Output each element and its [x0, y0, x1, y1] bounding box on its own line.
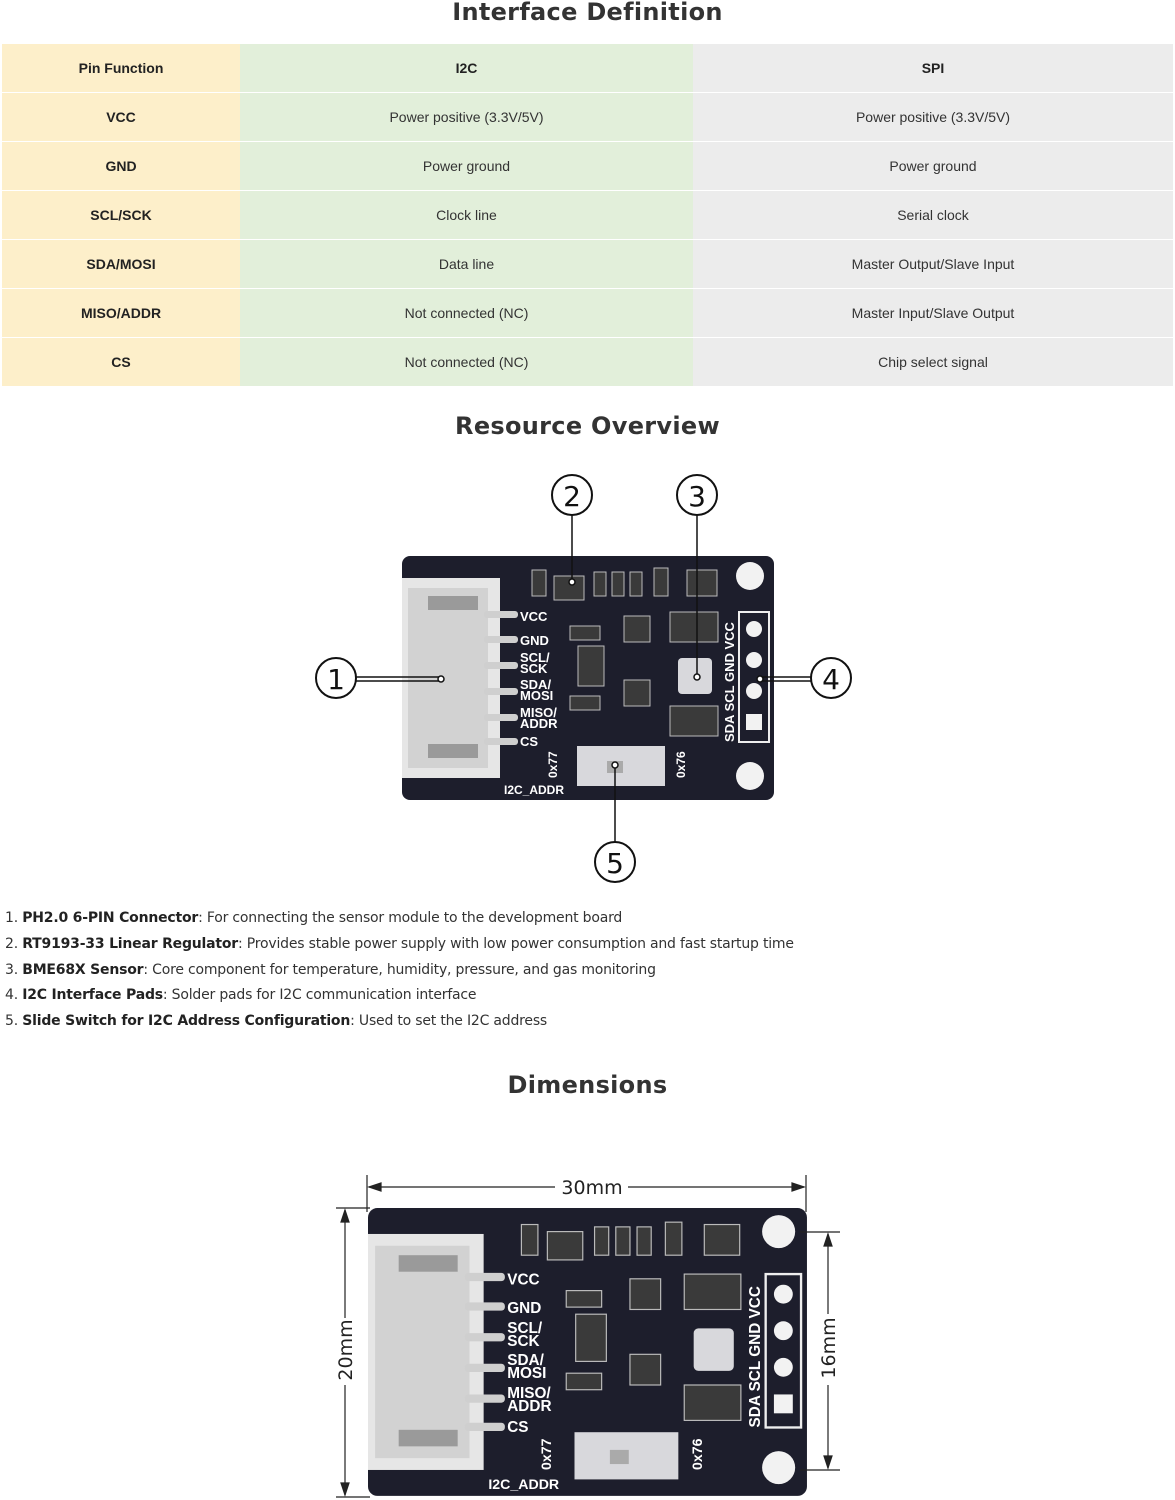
addr-right-label: 0x76 — [674, 751, 688, 778]
cell: Power positive (3.3V/5V) — [693, 93, 1173, 142]
callout-5: 5 — [606, 847, 624, 880]
item-desc: : Used to set the I2C address — [350, 1013, 548, 1030]
cell: Power ground — [240, 142, 693, 191]
cell: VCC — [2, 93, 240, 142]
item-desc: : For connecting the sensor module to the development board — [198, 910, 623, 926]
header-pin-function: Pin Function — [2, 44, 240, 93]
item-number: 2. — [5, 935, 18, 952]
cell: Not connected (NC) — [240, 337, 693, 386]
pin-label-addr: ADDR — [520, 716, 558, 731]
item-desc: : Core component for temperature, humidity, pressure, and gas monitoring — [143, 961, 656, 978]
list-item — [5, 1013, 794, 1039]
item-desc: : Provides stable power supply with low power consumption and fast startup time — [238, 935, 794, 952]
item-name: BME68X Sensor — [22, 961, 144, 978]
cell: Data line — [240, 240, 693, 289]
item-number: 4. — [5, 987, 18, 1004]
pin-label-miso: MISO/ — [520, 705, 557, 720]
dimension-width: 30mm — [561, 1177, 623, 1199]
item-number: 5. — [5, 1013, 18, 1030]
list-item — [5, 962, 794, 988]
board-dimension-view — [368, 1208, 807, 1496]
list-item — [5, 936, 794, 962]
pin-label-cs: CS — [520, 734, 539, 749]
interface-title: Interface Definition — [452, 0, 723, 26]
callout-2: 2 — [563, 480, 581, 513]
switch-label: I2C_ADDR — [504, 783, 565, 797]
callout-4: 4 — [822, 663, 840, 696]
pin-label-sck: SCK — [520, 661, 548, 676]
callout-3: 3 — [688, 480, 706, 513]
item-number: 1. — [5, 910, 18, 926]
cell: Master Output/Slave Input — [693, 240, 1173, 289]
header-i2c: I2C — [240, 44, 693, 93]
pin-label-scl: SCL/ — [520, 650, 550, 665]
list-item — [5, 987, 794, 1013]
cell: Master Input/Slave Output — [693, 288, 1173, 337]
item-desc: : Solder pads for I2C communication interface — [162, 987, 477, 1004]
item-number: 3. — [5, 961, 18, 978]
resource-overview-title: Resource Overview — [455, 412, 720, 440]
cell: Serial clock — [693, 191, 1173, 240]
cell: CS — [2, 337, 240, 386]
cell: SDA/MOSI — [2, 240, 240, 289]
pin-label-vcc: VCC — [520, 609, 548, 624]
pin-label-mosi: MOSI — [520, 688, 554, 703]
cell: GND — [2, 142, 240, 191]
list-item — [5, 910, 794, 936]
dimension-height: 20mm — [335, 1319, 357, 1381]
addr-left-label: 0x77 — [546, 751, 560, 778]
cell: Power positive (3.3V/5V) — [240, 93, 693, 142]
cell: SCL/SCK — [2, 191, 240, 240]
resource-list — [5, 910, 794, 1039]
dimensions-title: Dimensions — [507, 1071, 668, 1099]
dimension-hole-spacing: 16mm — [818, 1317, 840, 1379]
pads-label: SDA SCL GND VCC — [722, 622, 737, 742]
cell: Power ground — [693, 142, 1173, 191]
item-name: Slide Switch for I2C Address Configuration — [22, 1013, 351, 1030]
pin-label-sda: SDA/ — [520, 677, 552, 692]
pin-label-gnd: GND — [520, 633, 549, 648]
cell: Chip select signal — [693, 337, 1173, 386]
item-name: I2C Interface Pads — [22, 987, 163, 1004]
callout-1: 1 — [327, 663, 345, 696]
cell: Clock line — [240, 191, 693, 240]
cell: MISO/ADDR — [2, 288, 240, 337]
header-spi: SPI — [693, 44, 1173, 93]
item-name: PH2.0 6-PIN Connector — [22, 910, 199, 926]
board-top-view — [402, 556, 774, 800]
cell: Not connected (NC) — [240, 288, 693, 337]
item-name: RT9193-33 Linear Regulator — [22, 935, 238, 952]
